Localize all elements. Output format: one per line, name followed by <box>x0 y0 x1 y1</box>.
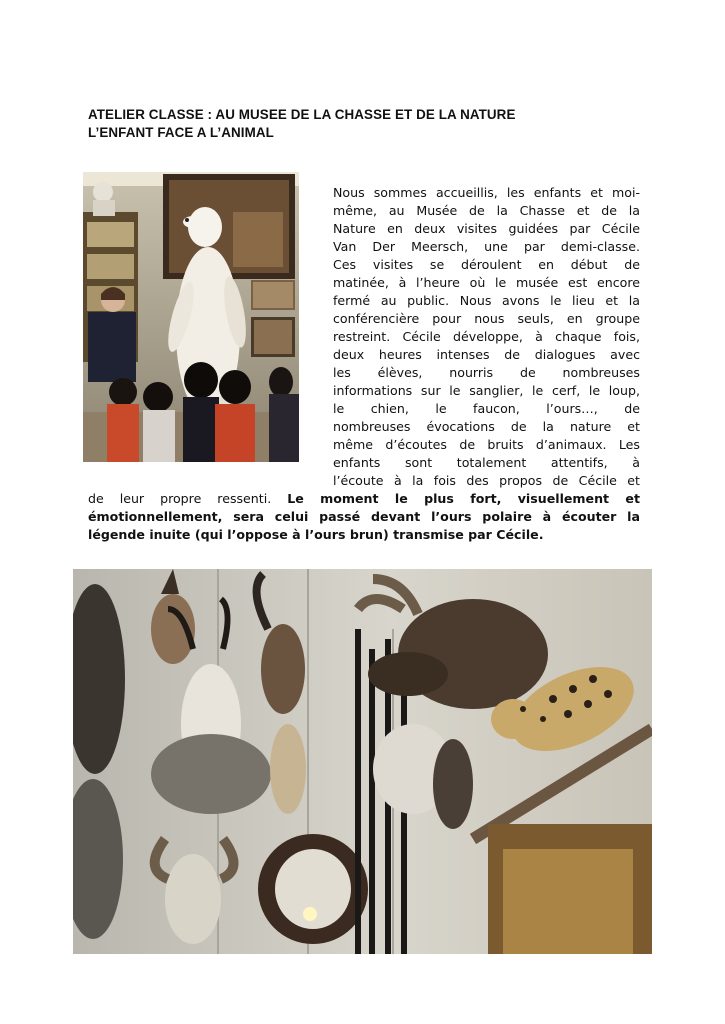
trophy-wall-illustration <box>73 569 652 954</box>
text-line <box>88 526 640 544</box>
text-line <box>88 490 640 508</box>
text-line: Ces visites se déroulent en début de <box>333 257 640 272</box>
text-normal: de leur propre ressenti. <box>88 491 288 506</box>
text-bold: Le moment le plus fort, visuellement et <box>287 491 640 506</box>
polar-bear-photo <box>83 172 299 462</box>
trophy-wall-photo <box>73 569 652 954</box>
text-line: enfants sont totalement attentifs, à <box>333 455 640 470</box>
text-line: informations sur le sanglier, le cerf, le loup, <box>333 383 640 398</box>
title-line-2: L’ENFANT FACE A L’ANIMAL <box>88 125 274 140</box>
text-line: Nous sommes accueillis, les enfants et moi- <box>333 185 640 200</box>
polar-bear-illustration <box>83 172 299 462</box>
text-line: même, au Musée de la Chasse et de la <box>333 203 640 218</box>
title-line-1: ATELIER CLASSE : AU MUSEE DE LA CHASSE ET DE LA NATURE <box>88 107 516 122</box>
text-bold: émotionnellement, sera celui passé devant l’ours polaire à écouter la <box>88 509 640 524</box>
text-line: Nature en deux visites guidées par Cécile <box>333 221 640 236</box>
text-line: Van Der Meersch, une par demi-classe. <box>333 239 640 254</box>
text-line: les élèves, nourris de nombreuses <box>333 365 640 380</box>
text-line: fermé au public. Nous avons le lieu et la <box>333 293 640 308</box>
text-line: même d’écoutes de bruits d’animaux. Les <box>333 437 640 452</box>
text-line: restreint. Cécile développe, à chaque fois, <box>333 329 640 344</box>
text-bold: légende inuite (qui l’oppose à l’ours brun) transmise par Cécile. <box>88 527 544 542</box>
highlight-paragraph <box>88 490 640 544</box>
text-line: nombreuses évocations de la nature et <box>333 419 640 434</box>
text-line <box>88 508 640 526</box>
text-line: l’écoute à la fois des propos de Cécile et <box>333 473 640 488</box>
intro-paragraph <box>333 184 640 490</box>
text-line: matinée, à l’heure où le musée est encore <box>333 275 640 290</box>
text-line: conférencière pour nous seuls, en groupe <box>333 311 640 326</box>
text-line: le chien, le faucon, l’ours…, de <box>333 401 640 416</box>
text-line: deux heures intenses de dialogues avec <box>333 347 640 362</box>
